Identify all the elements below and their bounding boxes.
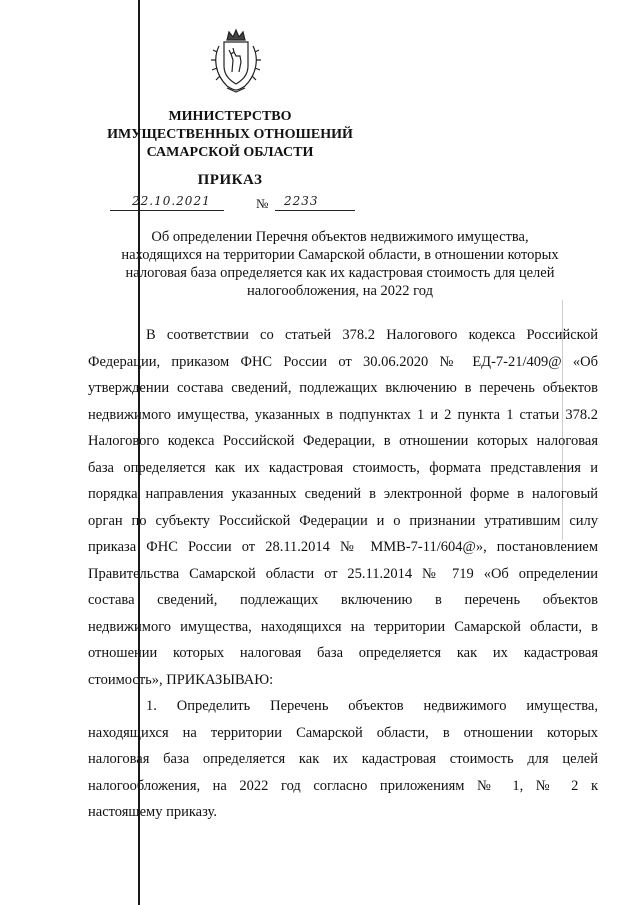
body-line: настоящему приказу. [88, 804, 217, 820]
body-line: налогообложения, на 2022 год согласно приложениям № 1, № 2 к [88, 777, 598, 794]
body-line: состава сведений, подлежащих включению в перечень объектов [88, 592, 598, 608]
date-underline [110, 210, 224, 211]
ministry-name [80, 108, 380, 162]
number-underline [275, 210, 355, 211]
ministry-line-3: САМАРСКОЙ ОБЛАСТИ [146, 145, 314, 160]
body-line: утверждении состава сведений, подлежащих включению в перечень объектов [88, 380, 598, 396]
body-line: находящихся на территории Самарской области, в отношении которых [88, 724, 598, 741]
body-line: недвижимого имущества, находящихся на территории Самарской области, в [88, 618, 598, 635]
order-subject [100, 228, 580, 300]
subject-line: находящихся на территории Самарской области, в отношении которых [121, 247, 559, 263]
subject-line: налоговая база определяется как их кадастровая стоимость для целей [125, 265, 555, 281]
order-date-number [110, 196, 355, 212]
order-number: 2233 [284, 194, 319, 208]
body-line: 1. Определить Перечень объектов недвижимого имущества, [146, 698, 598, 714]
body-line: В соответствии со статьей 378.2 Налогового кодекса Российской [146, 327, 598, 343]
order-body [88, 322, 598, 826]
body-line: Налогового кодекса Российской Федерации, в отношении которых налоговая [88, 433, 598, 449]
order-date: 22.10.2021 [132, 194, 211, 208]
order-title: ПРИКАЗ [197, 172, 263, 188]
body-line: Правительства Самарской области от 25.11.2014 № 719 «Об определении [88, 565, 598, 582]
subject-line: налогообложения, на 2022 год [247, 283, 433, 299]
body-line: стоимость», ПРИКАЗЫВАЮ: [88, 671, 274, 688]
ministry-line-1: МИНИСТЕРСТВО [168, 109, 292, 124]
body-line: налоговая база определяется как их кадастровая стоимость для целей [88, 751, 598, 767]
body-line: Федерации, приказом ФНС России от 30.06.2020 № ЕД-7-21/409@ «Об [88, 353, 598, 370]
body-line: недвижимого имущества, указанных в подпунктах 1 и 2 пункта 1 статьи 378.2 [88, 406, 598, 423]
subject-line: Об определении Перечня объектов недвижимого имущества, [151, 229, 529, 245]
body-line: отношении которых налоговая база определяется как их кадастровая [88, 645, 598, 661]
ministry-line-2: ИМУЩЕСТВЕННЫХ ОТНОШЕНИЙ [107, 127, 353, 142]
body-line: порядка направления указанных сведений в электронной форме в налоговый [88, 486, 598, 502]
body-line: база определяется как их кадастровая стоимость, формата представления и [88, 459, 598, 476]
body-line: орган по субъекту Российской Федерации и о признании утратившим силу [88, 512, 598, 529]
body-line: приказа ФНС России от 28.11.2014 № ММВ-7-11/604@», постановлением [88, 539, 598, 555]
number-label: № [256, 196, 269, 211]
coat-of-arms-emblem [205, 26, 267, 94]
